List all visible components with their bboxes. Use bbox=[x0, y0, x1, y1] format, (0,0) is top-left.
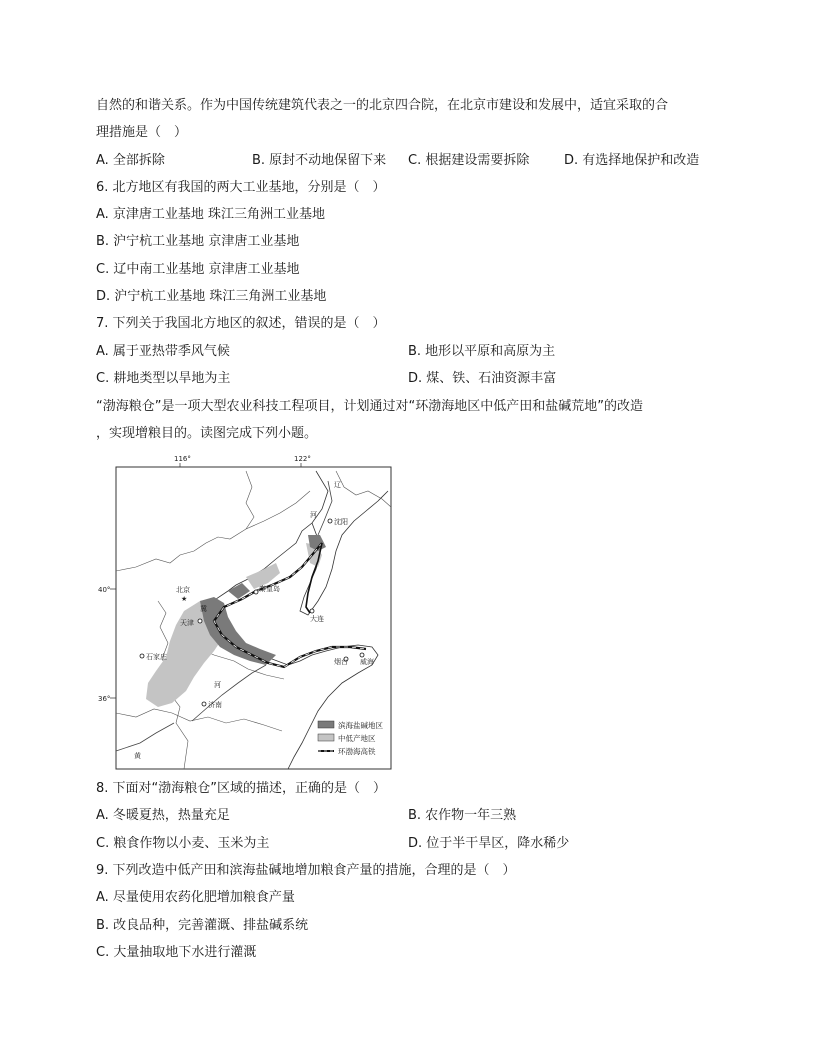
he-label-south: 河 bbox=[214, 681, 221, 689]
huang-label: 黄 bbox=[134, 752, 141, 760]
q6-option-a: A. 京津唐工业基地 珠江三角洲工业基地 bbox=[96, 207, 326, 222]
legend-low-yield: 中低产地区 bbox=[338, 734, 376, 743]
legend-saline: 滨海盐碱地区 bbox=[338, 721, 383, 730]
lon-label-122: 122° bbox=[294, 455, 311, 463]
shenyang-label: 沈阳 bbox=[334, 518, 348, 526]
liao-label: 辽 bbox=[334, 481, 341, 489]
bohai-granary-map bbox=[96, 451, 396, 773]
yantai-label: 烟台 bbox=[334, 658, 348, 666]
intro-line-2: ，实现增粮目的。读图完成下列小题。 bbox=[96, 426, 318, 441]
q8-option-a: A. 冬暖夏热，热量充足 bbox=[96, 808, 230, 823]
q8-stem: 8. 下面对“渤海粮仓”区域的描述，正确的是（ ） bbox=[96, 781, 387, 796]
q9-option-c: C. 大量抽取地下水进行灌溉 bbox=[96, 945, 257, 960]
q6-option-c: C. 辽中南工业基地 京津唐工业基地 bbox=[96, 262, 300, 277]
map-legend bbox=[318, 720, 383, 756]
tianjin-label: 天津 bbox=[180, 619, 194, 627]
shijiazhuang-label: 石家庄 bbox=[146, 653, 167, 661]
lat-label-40: 40° bbox=[98, 586, 111, 594]
q9-option-b: B. 改良品种，完善灌溉、排盐碱系统 bbox=[96, 918, 309, 933]
q6-stem: 6. 北方地区有我国的两大工业基地，分别是（ ） bbox=[96, 180, 386, 195]
q5-option-c: C. 根据建设需要拆除 bbox=[408, 153, 530, 168]
q6-option-d: D. 沪宁杭工业基地 珠江三角洲工业基地 bbox=[96, 289, 327, 304]
q7-option-d: D. 煤、铁、石油资源丰富 bbox=[408, 371, 557, 386]
q8-option-b: B. 农作物一年三熟 bbox=[408, 808, 517, 823]
lon-label-116: 116° bbox=[174, 455, 191, 463]
q7-option-a: A. 属于亚热带季风气候 bbox=[96, 344, 230, 359]
q8-option-d: D. 位于半干旱区，降水稀少 bbox=[408, 836, 570, 851]
q7-option-b: B. 地形以平原和高原为主 bbox=[408, 344, 556, 359]
dalian-label: 大连 bbox=[310, 615, 324, 623]
jinan-label: 济南 bbox=[208, 701, 222, 709]
weihai-label: 威海 bbox=[360, 658, 374, 666]
q5-stem-line-1: 自然的和谐关系。作为中国传统建筑代表之一的北京四合院，在北京市建设和发展中，适宜采取的合 bbox=[96, 98, 669, 113]
q5-option-b: B. 原封不动地保留下来 bbox=[252, 153, 387, 168]
legend-railway: 环渤海高铁 bbox=[338, 747, 376, 756]
q6-option-b: B. 沪宁杭工业基地 京津唐工业基地 bbox=[96, 234, 300, 249]
q9-stem: 9. 下列改造中低产田和滨海盐碱地增加粮食产量的措施，合理的是（ ） bbox=[96, 863, 516, 878]
ji-label: 冀 bbox=[200, 605, 207, 613]
q7-stem: 7. 下列关于我国北方地区的叙述，错误的是（ ） bbox=[96, 316, 386, 331]
beijing-label: 北京 bbox=[176, 586, 190, 594]
he-label-north: 河 bbox=[310, 511, 317, 519]
q5-option-a: A. 全部拆除 bbox=[96, 153, 165, 168]
q5-stem-line-2: 理措施是（ ） bbox=[96, 125, 188, 140]
q7-option-c: C. 耕地类型以旱地为主 bbox=[96, 371, 231, 386]
q5-option-d: D. 有选择地保护和改造 bbox=[564, 153, 700, 168]
qinhuangdao-label: 秦皇岛 bbox=[259, 585, 280, 593]
lat-label-36: 36° bbox=[98, 695, 111, 703]
capital-star-icon: ★ bbox=[181, 595, 188, 603]
intro-line-1: “渤海粮仓”是一项大型农业科技工程项目，计划通过对“环渤海地区中低产田和盐碱荒地”的改造 bbox=[96, 399, 643, 414]
q8-option-c: C. 粮食作物以小麦、玉米为主 bbox=[96, 836, 270, 851]
q9-option-a: A. 尽量使用农药化肥增加粮食产量 bbox=[96, 890, 295, 905]
